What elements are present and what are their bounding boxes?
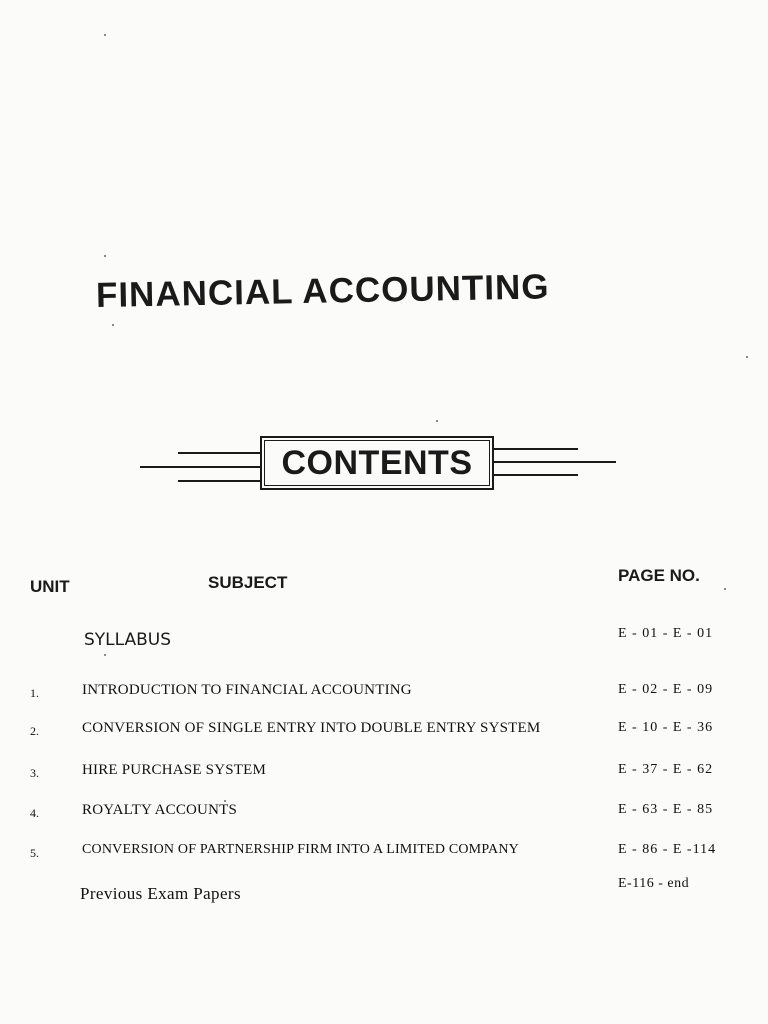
unit-pages: E - 63 - E - 85 [618,802,714,817]
unit-number: 1. [30,686,39,700]
banner-line-left-middle [140,466,260,468]
unit-subject: ROYALTY ACCOUNTS [82,802,238,818]
unit-pages: E - 86 - E -114 [618,842,717,857]
banner-line-right-top [494,448,578,450]
scan-speck [746,356,748,358]
unit-subject: HIRE PURCHASE SYSTEM [82,762,267,778]
banner-line-right-middle [494,461,616,463]
previous-papers-label: Previous Exam Papers [80,884,241,903]
syllabus-pages: E - 01 - E - 01 [618,626,714,641]
table-row [0,720,768,746]
scan-speck [112,324,114,326]
syllabus-row [0,626,768,652]
contents-box [260,436,494,490]
table-row [0,802,768,828]
scan-speck [104,255,106,257]
unit-subject: INTRODUCTION TO FINANCIAL ACCOUNTING [82,682,412,698]
scan-speck [436,420,438,422]
unit-number: 4. [30,806,39,820]
table-row [0,842,768,868]
contents-label: CONTENTS [264,440,490,486]
unit-number: 3. [30,766,39,780]
syllabus-label: SYLLABUS [84,630,172,650]
banner-line-left-top [178,452,260,454]
table-row [0,762,768,788]
unit-number: 5. [30,846,39,860]
document-title: FINANCIAL ACCOUNTING [95,267,550,315]
previous-papers-pages: E-116 - end [618,876,690,891]
unit-pages: E - 37 - E - 62 [618,762,714,777]
unit-pages: E - 02 - E - 09 [618,682,714,697]
subject-header: SUBJECT [208,573,288,592]
banner-line-left-bottom [178,480,260,482]
unit-pages: E - 10 - E - 36 [618,720,714,735]
unit-number: 2. [30,724,39,738]
scan-speck [724,588,726,590]
contents-banner [140,432,620,496]
unit-subject: CONVERSION OF SINGLE ENTRY INTO DOUBLE ENTRY SYSTEM [82,720,541,736]
unit-subject: CONVERSION OF PARTNERSHIP FIRM INTO A LIMITED COMPANY [82,842,519,857]
unit-header: UNIT [30,577,70,596]
scan-speck [104,654,106,656]
scan-speck [224,800,226,802]
banner-line-right-bottom [494,474,578,476]
scan-speck [104,34,106,36]
page-no-header: PAGE NO. [618,566,700,585]
table-row [0,682,768,708]
